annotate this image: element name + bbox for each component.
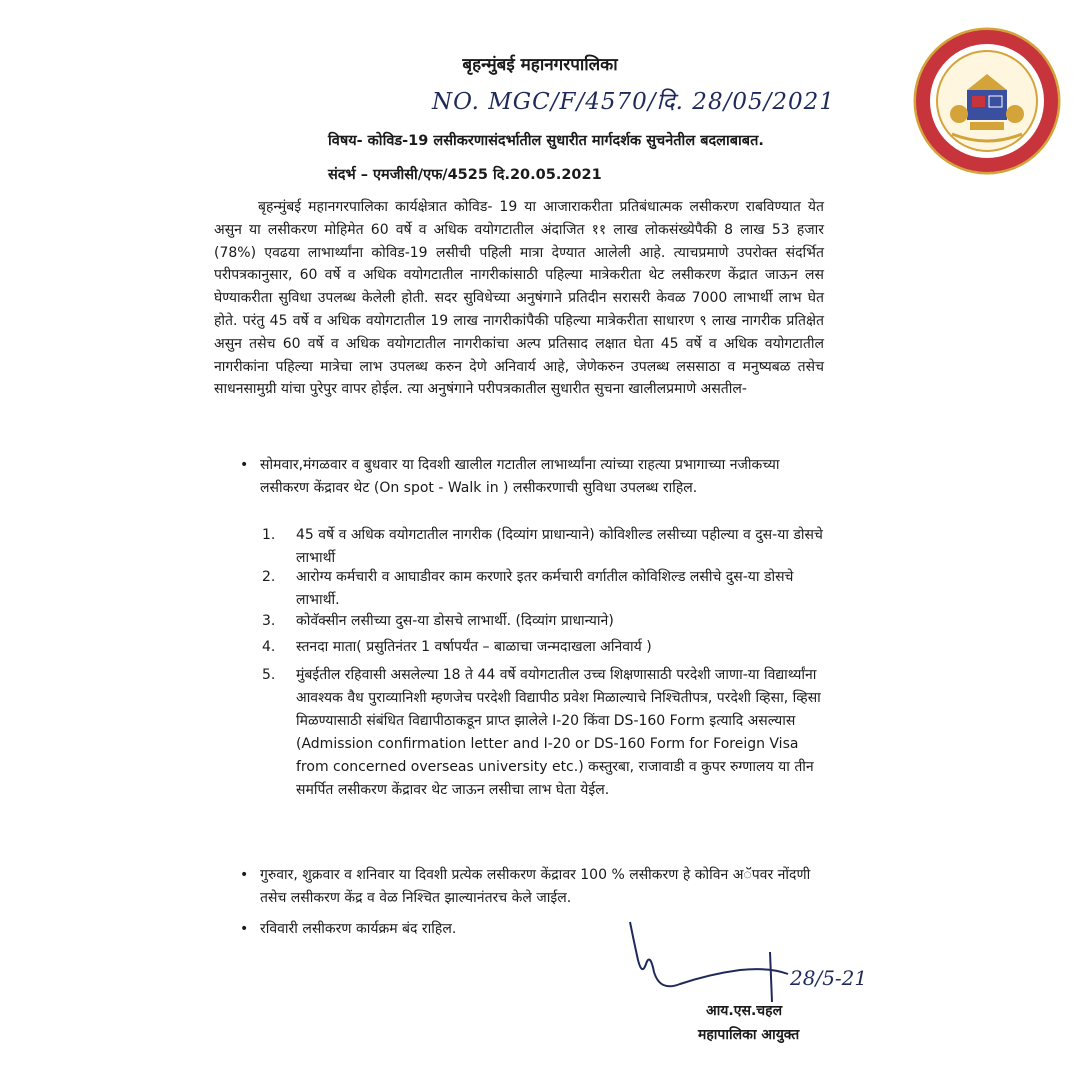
list-item-number: 3. — [262, 613, 276, 629]
org-title: बृहन्मुंबई महानगरपालिका — [462, 55, 618, 75]
bullet-text: रविवारी लसीकरण कार्यक्रम बंद राहिल. — [260, 921, 457, 937]
list-item-text: कोवॅक्सीन लसीच्या दुस-या डोसचे लाभार्थी. (दिव्यांग प्राधान्याने) — [296, 613, 614, 629]
list-item-number: 5. — [262, 667, 276, 683]
list-item-number: 4. — [262, 639, 276, 655]
subject-line: विषय- कोविड-19 लसीकरणासंदर्भातील सुधारीत मार्गदर्शक सुचनेतील बदलाबाबत. — [328, 133, 764, 149]
handwritten-signature — [620, 912, 870, 1012]
body-paragraph: बृहन्मुंबई महानगरपालिका कार्यक्षेत्रात कोविड- 19 या आजाराकरीता प्रतिबंधात्मक लसीकरण राबविण्यात येत असुन या लसीकरण मोहिमेत 60 वर्षे व अधिक वयोगटातील अंदाजित ११ लाख लोकसंख्येपैकी 8 लाख 53 हजार (78%) एवढया लाभार्थ्यांना कोविड-19 लसीची पहिली मात्रा देण्यात आलेली आहे. त्याचप्रमाणे उपरोक्त संदर्भित परीपत्रकानुसार, 60 वर्षे व अधिक वयोगटातील नागरीकांसाठी पहिल्या मात्रेकरीता थेट लसीकरण केंद्रात जाऊन लस घेण्याकरीता सुविधा उपलब्ध केलेली होती. सदर सुविधेच्या अनुषंगाने प्रतिदीन सरासरी केवळ 7000 लाभार्थी लाभ घेत होते. परंतु 45 वर्षे व अधिक वयोगटातील 19 लाख नागरीकांपैकी पहिल्या मात्रेकरीता साधारण ९ लाख नागरीक प्रतिक्षेत असुन तसेच 60 वर्षे व अधिक वयोगटातील नागरीकांचा अल्प प्रतिसाद लक्षात घेता 45 वर्षे व अधिक वयोगटातील नागरीकांना पहिल्या मात्रेचा लाभ उपलब्ध करुन देणे अनिवार्य आहे, जेणेकरुन उपलब्ध लससाठा व मनुष्यबळ तसेच साधनसामुग्री यांचा पुरेपुर वापर होईल. त्या अनुषंगाने परीपत्रकातील सुधारीत सुचना खालीलप्रमाणे असतील- — [214, 199, 824, 398]
bullet-icon: • — [240, 457, 249, 473]
signer-title: महापालिका आयुक्त — [698, 1027, 800, 1043]
list-item-number: 1. — [262, 527, 276, 543]
bullet-text: गुरुवार, शुक्रवार व शनिवार या दिवशी प्रत्येक लसीकरण केंद्रावर 100 % लसीकरण हे कोविन अॅपवर नोंदणी तसेच लसीकरण केंद्र व वेळ निश्चित झाल्यानंतरच केले जाईल. — [260, 867, 811, 906]
reference-number: NO. MGC/F/4570/दि. 28/05/2021 — [432, 89, 835, 115]
list-item-text: मुंबईतील रहिवासी असलेल्या 18 ते 44 वर्षे वयोगटातील उच्च शिक्षणासाठी परदेशी जाणा-या विद्यार्थ्यांना आवश्यक वैध पुराव्यानिशी म्हणजेच परदेशी विद्यापीठ प्रवेश मिळाल्याचे निश्चितीपत्र, परदेशी व्हिसा, व्हिसा मिळण्यासाठी संबंधित विद्यापीठाकडून प्राप्त झालेले I-20 किंवा DS-160 Form इत्यादि असल्यास (Admission confirmation letter and I-20 or DS-160 Form for Foreign Visa from concerned overseas university etc.) कस्तुरबा, राजावाडी व कुपर रुग्णालय या तीन समर्पित लसीकरण केंद्रावर थेट जाऊन लसीचा लाभ घेता येईल. — [296, 667, 821, 798]
bullet-icon: • — [240, 867, 249, 883]
list-item-text: स्तनदा माता( प्रसुतिनंतर 1 वर्षापर्यंत – बाळाचा जन्मदाखला अनिवार्य ) — [296, 639, 652, 655]
bullet-text: सोमवार,मंगळवार व बुधवार या दिवशी खालील गटातील लाभार्थ्यांना त्यांच्या राहत्या प्रभागाच्या नजीकच्या लसीकरण केंद्रावर थेट (On spot - Walk in ) लसीकरणाची सुविधा उपलब्ध राहिल. — [260, 457, 780, 496]
bmc-seal-logo — [912, 26, 1062, 176]
list-item-text: 45 वर्षे व अधिक वयोगटातील नागरीक (दिव्यांग प्राधान्याने) कोविशील्ड लसीच्या पहील्या व दुस-या डोसचे लाभार्थी — [296, 527, 823, 566]
signer-name: आय.एस.चहल — [706, 1003, 783, 1019]
reference-line: संदर्भ – एमजीसी/एफ/4525 दि.20.05.2021 — [328, 167, 602, 183]
list-item-number: 2. — [262, 569, 276, 585]
bullet-icon: • — [240, 921, 249, 937]
signature-date: 28/5-21 — [790, 966, 868, 990]
list-item-text: आरोग्य कर्मचारी व आघाडीवर काम करणारे इतर कर्मचारी वर्गातील कोविशिल्ड लसीचे दुस-या डोसचे लाभार्थी. — [296, 569, 794, 608]
